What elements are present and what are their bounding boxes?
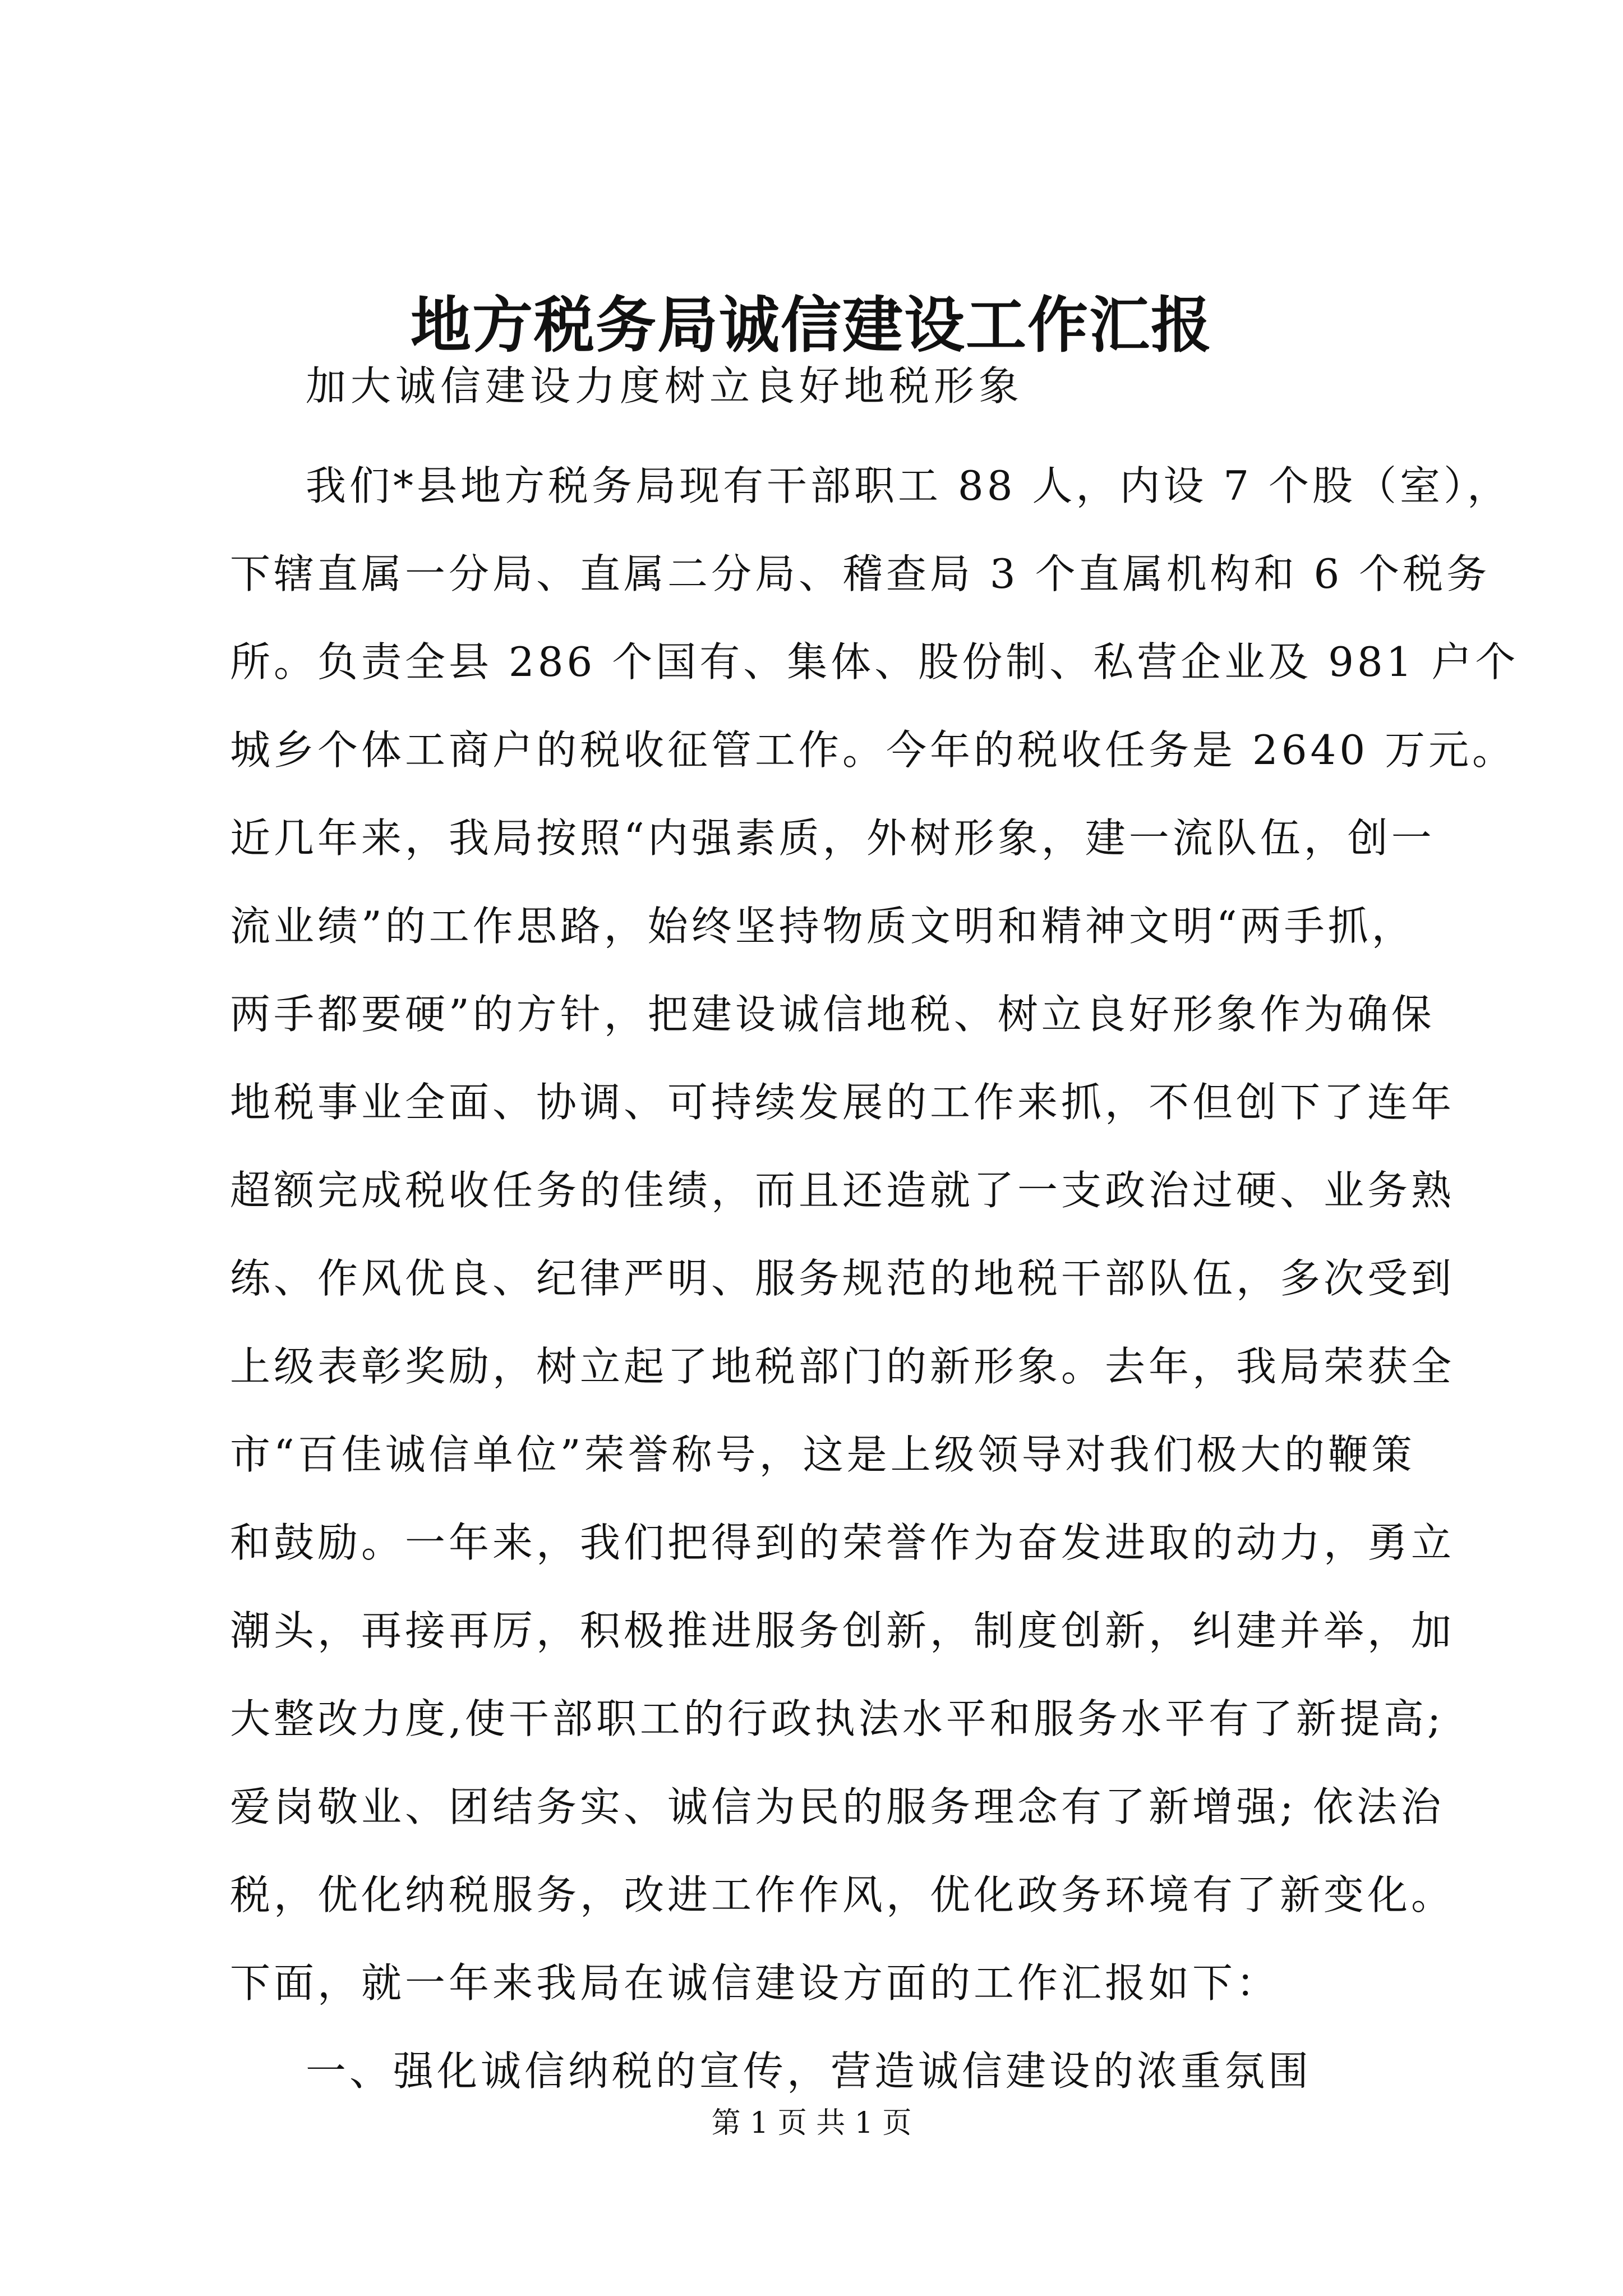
paragraph-line: 上级表彰奖励，树立起了地税部门的新形象。去年，我局荣获全 bbox=[230, 1343, 1455, 1390]
paragraph-line: 大整改力度,使干部职工的行政执法水平和服务水平有了新提高; bbox=[230, 1695, 1445, 1742]
page-footer: 第 1 页 共 1 页 bbox=[711, 2106, 912, 2140]
paragraph-line: 近几年来，我局按照“内强素质，外树形象，建一流队伍，创一 bbox=[230, 815, 1435, 862]
document-title: 地方税务局诚信建设工作汇报 bbox=[410, 290, 1212, 361]
paragraph-line: 所。负责全县 286 个国有、集体、股份制、私营企业及 981 户个 bbox=[230, 638, 1519, 685]
paragraph-line: 练、作风优良、纪律严明、服务规范的地税干部队伍，多次受到 bbox=[230, 1255, 1455, 1302]
document-body bbox=[230, 442, 1519, 2115]
paragraph-line: 城乡个体工商户的税收征管工作。今年的税收任务是 2640 万元。 bbox=[230, 726, 1516, 774]
paragraph-line: 和鼓励。一年来，我们把得到的荣誉作为奋发进取的动力，勇立 bbox=[230, 1519, 1455, 1566]
paragraph-line: 两手都要硬”的方针，把建设诚信地税、树立良好形象作为确保 bbox=[230, 991, 1435, 1038]
paragraph-line: 市“百佳诚信单位”荣誉称号，这是上级领导对我们极大的鞭策 bbox=[230, 1431, 1415, 1478]
paragraph-line: 爱岗敬业、团结务实、诚信为民的服务理念有了新增强; 依法治 bbox=[230, 1783, 1445, 1830]
section-heading: 一、强化诚信纳税的宣传，营造诚信建设的浓重氛围 bbox=[306, 2047, 1312, 2095]
paragraph-line: 税，优化纳税服务，改进工作作风，优化政务环境有了新变化。 bbox=[230, 1871, 1455, 1918]
document-subtitle: 加大诚信建设力度树立良好地税形象 bbox=[306, 362, 1024, 409]
paragraph-line: 下面，就一年来我局在诚信建设方面的工作汇报如下： bbox=[230, 1959, 1280, 2007]
paragraph-line: 我们*县地方税务局现有干部职工 88 人，内设 7 个股（室）， bbox=[306, 462, 1511, 509]
paragraph-line: 潮头，再接再厉，积极推进服务创新，制度创新，纠建并举，加 bbox=[230, 1607, 1455, 1654]
paragraph-line: 下辖直属一分局、直属二分局、稽查局 3 个直属机构和 6 个税务 bbox=[230, 550, 1491, 597]
paragraph-line: 流业绩”的工作思路，始终坚持物质文明和精神文明“两手抓， bbox=[230, 903, 1415, 950]
paragraph-line: 地税事业全面、协调、可持续发展的工作来抓，不但创下了连年 bbox=[230, 1079, 1455, 1126]
paragraph-line: 超额完成税收任务的佳绩，而且还造就了一支政治过硬、业务熟 bbox=[230, 1167, 1455, 1214]
